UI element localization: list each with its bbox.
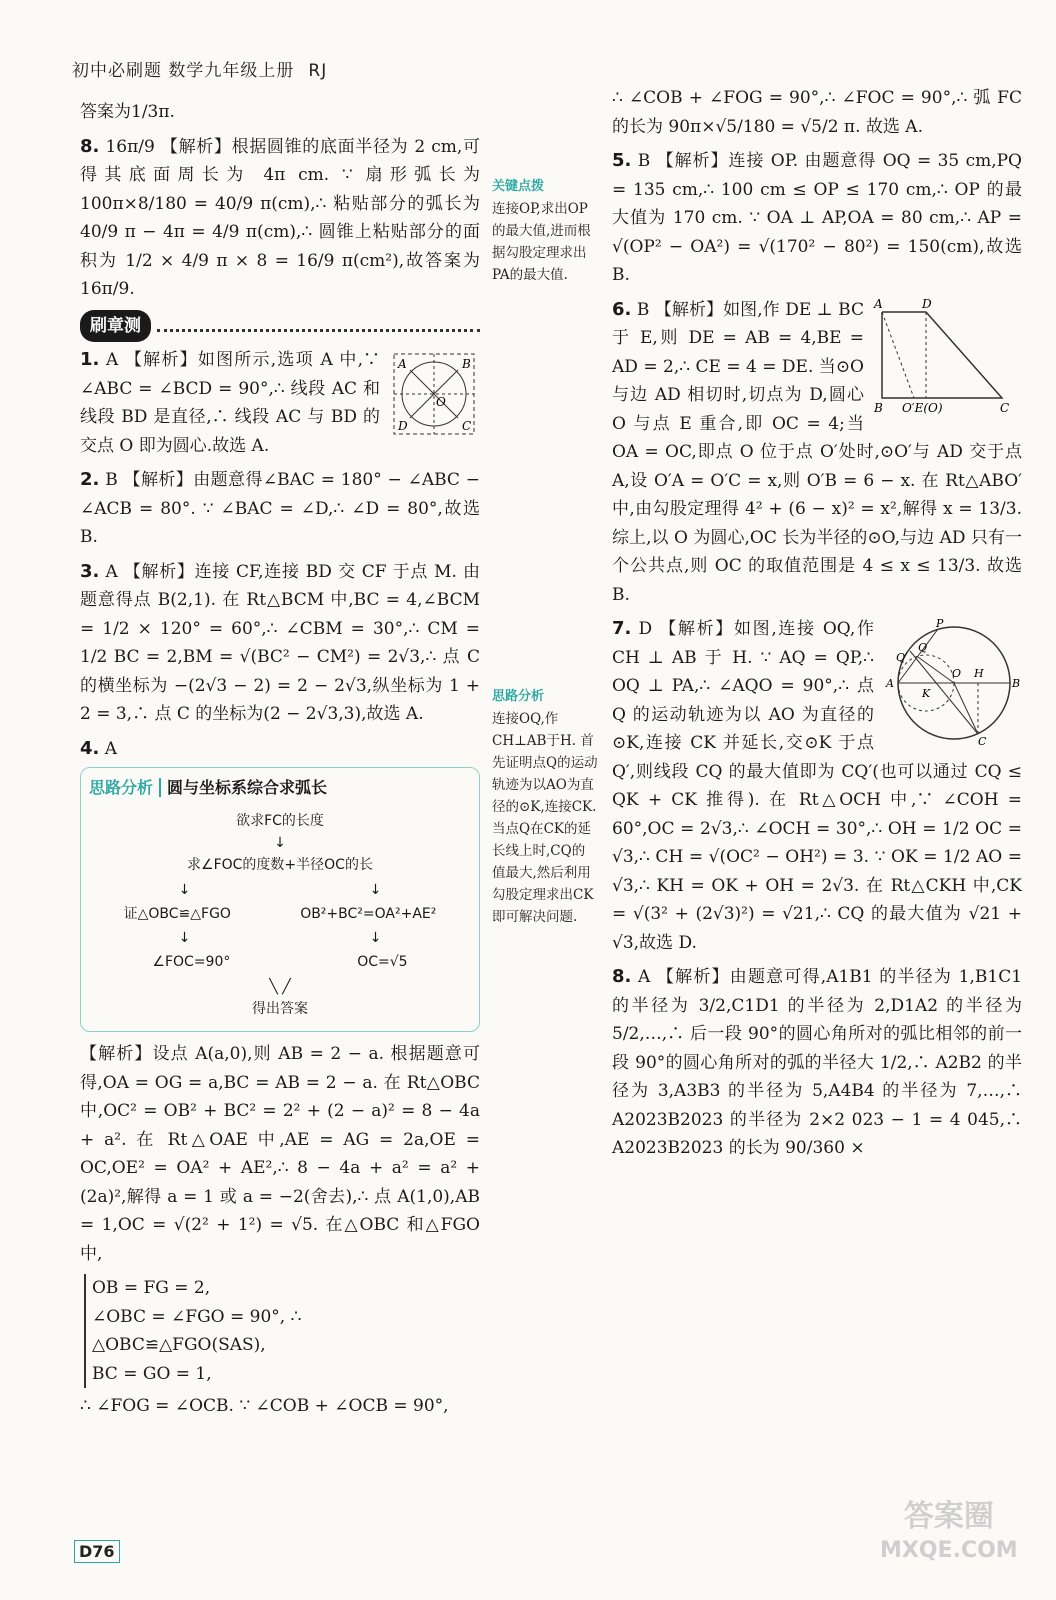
prev-answer: 答案为1/3π.	[80, 102, 175, 122]
page-number: D76	[74, 1540, 120, 1563]
down-arrow-icon: ↓	[274, 835, 286, 851]
flow-label: 思路分析	[89, 778, 161, 797]
square-circle-figure	[388, 348, 480, 440]
question-4-end: ∴ ∠FOG = ∠OCB. ∵ ∠COB + ∠OCB = 90°,	[80, 1396, 449, 1416]
watermark-line-2: MXQE.COM	[880, 1538, 1018, 1563]
fig-label-a: A	[398, 357, 407, 371]
down-arrow-icon: ↓	[178, 881, 191, 898]
fig-label-b: B	[1012, 677, 1021, 690]
question-answer: B	[637, 151, 651, 171]
section-title: 刷章测	[80, 310, 151, 343]
question-answer: A	[638, 967, 651, 987]
fig-label-h: H	[974, 667, 984, 680]
merge-arrow-icon: ╲ ╱	[269, 978, 291, 995]
question-number: 2.	[80, 469, 100, 490]
question-explanation: 【解析】如图,连接 OQ,作 CH ⊥ AB 于 H. ∵ AQ = QP,∴ OQ ⊥ PA,∴ ∠AQO = 90°,∴ 点 Q 的运动轨迹为以 AO 为直径的⊙K,连接 CK 并延长,交⊙K 于点 Q′,则线段 CQ 的最大值即为 CQ′(也可以通过 CQ ≤ QK + CK 推得). 在 Rt△OCH 中,∵ ∠COH = 60°,OC = 2√3,∴ ∠OCH = 30°,∴ OH = 1/2 OC = √3,∴ CH = √(OC² − OH²) = 3. ∵ OK = 1/2 AO = √3,∴ KH = OK + OH = 2√3. 在 Rt△CKH 中,CK = √(3² + (2√3)²) = √21,∴ CQ 的最大值为 √21 + √3,故选 D.	[612, 619, 1022, 953]
side-note-tag: 思路分析	[492, 689, 545, 704]
question-explanation: 【解析】由题意可得,A1B1 的半径为 1,B1C1 的半径为 3/2,C1D1 的半径为 2,D1A2 的半径为 5/2,…,∴ 后一段 90°的圆心角所对的弧比相邻的前一段 90°的圆心角所对的弧的半径大 1/2,∴ A2B2 的半径为 3,A3B3 的半径为 5,A4B4 的半径为 7,…,∴ A2023B2023 的半径为 2×2 023 − 1 = 4 045,∴ A2023B2023 的长为 90/360 ×	[612, 967, 1023, 1158]
fig-label-k: K	[922, 687, 931, 700]
side-note-2	[492, 686, 598, 928]
right-column	[612, 84, 1022, 1169]
brace-line-1: OB = FG = 2,	[92, 1278, 211, 1298]
question-answer: B	[636, 299, 650, 320]
question-number: 5.	[612, 150, 632, 171]
flow-step-4a: ∠FOC=90°	[152, 954, 231, 970]
question-explanation: 【解析】根据圆锥的底面半径为 2 cm,可得其底面周长为 4π cm. ∵ 扇形弧长为 100π×8/180 = 40/9 π(cm),∴ 粘贴部分的弧长为 40/9 π − 4π = 4/9 π(cm),∴ 圆锥上粘贴部分的面积为 1/2 × 4/9 π × 8 = 16/9 π(cm²),故答案为 16π/9.	[80, 136, 480, 299]
question-answer: A	[106, 350, 119, 370]
question-4	[80, 735, 480, 764]
question-1	[80, 346, 480, 460]
fig-label-b: B	[462, 357, 471, 371]
question-answer: A	[104, 738, 118, 759]
side-note-text: 连接OQ,作CH⊥AB于H. 首先证明点Q的运动轨迹为以AO为直径的⊙K,连接CK. 当点Q在CK的延长线上时,CQ的值最大,然后利用勾股定理求出CK即可解决问题.	[492, 711, 598, 925]
flow-step-5: 得出答案	[252, 1000, 308, 1017]
fig-label-o: O	[952, 667, 962, 680]
question-answer: B	[105, 470, 118, 490]
question-number: 6.	[612, 298, 632, 320]
fig-label-c: C	[462, 419, 472, 433]
flow-step-3b: OB²+BC²=OA²+AE²	[300, 905, 437, 922]
question-8-right	[612, 963, 1022, 1163]
question-number: 8.	[612, 966, 632, 987]
watermark-logo	[880, 1500, 1018, 1568]
question-answer: 16π/9	[105, 136, 155, 157]
question-answer: D	[638, 619, 653, 639]
fig-label-q: Q	[918, 641, 928, 654]
fig-label-d: D	[398, 419, 408, 433]
fig-label-a: A	[874, 297, 883, 311]
circle-figure	[882, 617, 1022, 747]
question-number: 7.	[612, 618, 632, 639]
flow-step-1: 欲求FC的长度	[236, 812, 324, 829]
fig-label-oe: O′E(O)	[902, 400, 943, 415]
flow-step-3a: 证△OBC≌△FGO	[123, 905, 231, 922]
flow-step-4b: OC=√5	[357, 954, 408, 970]
question-8-left	[80, 133, 480, 304]
fig-label-c: C	[978, 735, 987, 747]
fig-label-q-prime: Q′	[896, 651, 908, 664]
question-number: 1.	[80, 349, 100, 370]
question-number: 3.	[80, 560, 100, 582]
left-column	[80, 98, 480, 1427]
fig-label-d: D	[922, 297, 932, 311]
question-explanation: 【解析】连接 OP. 由题意得 OQ = 35 cm,PQ = 135 cm,∴ 100 cm ≤ OP ≤ 170 cm,∴ OP 的最大值为 170 cm. ∵ OA ⊥ AP,OA = 80 cm,∴ AP = √(OP² − OA²) = √(170² − 80²) = 150(cm),故选 B.	[612, 151, 1022, 285]
fig-label-c: C	[1000, 400, 1010, 415]
question-4-explanation: 【解析】设点 A(a,0),则 AB = 2 − a. 根据题意可得,OA = OG = a,BC = AB = 2 − a. 在 Rt△OBC 中,OC² = OB² + BC² = 2² + (2 − a)² = 8 − 4a + a². 在 Rt△OAE 中,AE = AG = 2a,OE = OC,OE² = OA² + AE²,∴ 8 − 4a + a² = a² + (2a)²,解得 a = 1 或 a = −2(舍去),∴ 点 A(1,0),AB = 1,OC = √(2² + 1²) = √5. 在△OBC 和△FGO 中,	[80, 1044, 480, 1264]
fig-label-p: P	[936, 617, 944, 630]
fig-label-a: A	[886, 677, 894, 690]
fig-label-b: B	[874, 400, 883, 415]
down-arrow-icon: ↓	[369, 881, 382, 898]
side-note-1	[492, 176, 598, 286]
trapezoid-figure	[872, 298, 1022, 416]
edition-label: RJ	[308, 61, 328, 81]
question-2	[80, 466, 480, 552]
question-7	[612, 615, 1022, 957]
fig-label-o: O	[436, 395, 446, 409]
flow-step-2: 求∠FOC的度数+半径OC的长	[187, 857, 373, 873]
question-4-continued: ∴ ∠COB + ∠FOG = 90°,∴ ∠FOC = 90°,∴ 弧 FC 的长为 90π×√5/180 = √5/2 π. 故选 A.	[612, 88, 1022, 137]
book-title: 初中必刷题 数学九年级上册	[72, 61, 295, 81]
question-number: 8.	[80, 135, 100, 157]
brace-line-3: BC = GO = 1,	[92, 1363, 212, 1384]
flow-diagram-box	[80, 767, 480, 1032]
flow-title: 圆与坐标系综合求弧长	[167, 778, 328, 797]
side-note-tag: 关键点拨	[492, 179, 545, 194]
question-explanation: 【解析】由题意得∠BAC = 180° − ∠ABC − ∠ACB = 80°. ∵ ∠BAC = ∠D,∴ ∠D = 80°,故选 B.	[80, 470, 481, 547]
section-header	[80, 310, 480, 343]
question-answer: A	[105, 561, 118, 582]
question-explanation: 【解析】连接 CF,连接 BD 交 CF 于点 M. 由题意得点 B(2,1). 在 Rt△BCM 中,BC = 4,∠BCM = 1/2 × 120° = 60°,∴ ∠CBM = 30°,∴ CM = 1/2 BC = 2,BM = √(BC² − CM²) = 2√3,∴ 点 C 的横坐标为 −(2√3 − 2) = 2 − 2√3,纵坐标为 1 + 2 = 3,∴ 点 C 的坐标为(2 − 2√3,3),故选 A.	[80, 561, 480, 724]
dotted-divider	[157, 319, 480, 332]
flow-title-row	[89, 774, 471, 803]
running-header	[72, 56, 327, 81]
question-explanation: 【解析】如图,作 DE ⊥ BC 于 E,则 DE = AB = 4,BE = AD = 2,∴ CE = 4 = DE. 当⊙O 与边 AD 相切时,切点为 D,圆心 O 与点 E 重合,即 OC = 4;当 OA = OC,即点 O 位于点 O′处时,⊙O′与 AD 交于点 A,设 O′A = O′C = x,则 O′B = 6 − x. 在 Rt△ABO′中,由勾股定理得 4² + (6 − x)² = x²,解得 x = 13/3. 综上,以 O 为圆心,OC 长为半径的⊙O,与边 AD 只有一个公共点,则 OC 的取值范围是 4 ≤ x ≤ 13/3. 故选 B.	[612, 299, 1022, 605]
question-6	[612, 296, 1022, 610]
question-explanation: 【解析】如图所示,选项 A 中,∵ ∠ABC = ∠BCD = 90°,∴ 线段 AC 和线段 BD 是直径,∴ 线段 AC 与 BD 的交点 O 即为圆心.故选 A.	[80, 350, 381, 456]
question-3	[80, 558, 480, 729]
side-note-text: 连接OP,求出OP的最大值,进而根据勾股定理求出PA的最大值.	[492, 201, 591, 283]
question-number: 4.	[80, 737, 100, 759]
down-arrow-icon: ↓	[369, 930, 382, 946]
down-arrow-icon: ↓	[178, 930, 191, 946]
brace-system	[84, 1274, 480, 1388]
brace-line-2: ∠OBC = ∠FGO = 90°, ∴ △OBC≌△FGO(SAS),	[92, 1306, 302, 1355]
watermark-line-1: 答案圈	[903, 1499, 994, 1534]
question-5	[612, 147, 1022, 290]
